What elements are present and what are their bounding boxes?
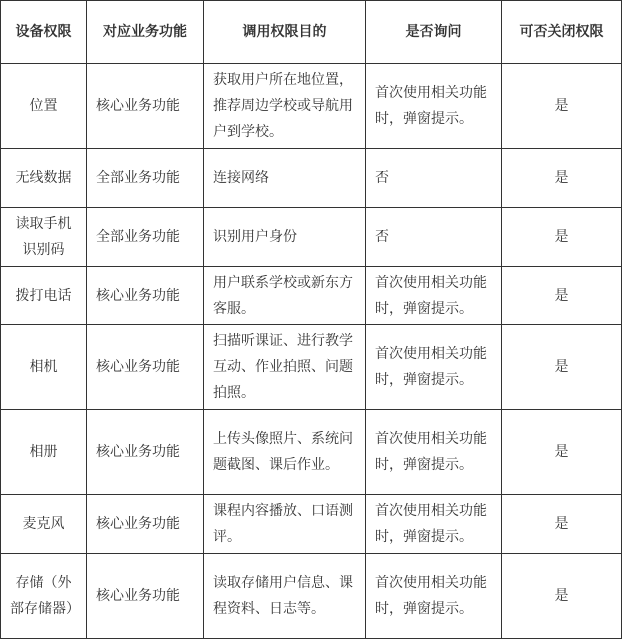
cell-permission: 读取手机识别码 [1,208,87,267]
cell-can-disable: 是 [502,267,622,325]
cell-permission: 无线数据 [1,149,87,208]
table-row [1,208,622,267]
table-row [1,554,622,639]
cell-purpose: 读取存储用户信息、课程资料、日志等。 [204,554,366,639]
cell-permission: 拨打电话 [1,267,87,325]
table-row [1,149,622,208]
cell-can-disable: 是 [502,208,622,267]
table-header-row [1,1,622,64]
cell-function: 核心业务功能 [87,64,204,149]
cell-purpose: 连接网络 [204,149,366,208]
table-row [1,495,622,554]
cell-function: 核心业务功能 [87,267,204,325]
cell-ask: 首次使用相关功能时，弹窗提示。 [366,325,502,410]
cell-ask: 首次使用相关功能时，弹窗提示。 [366,495,502,554]
cell-function: 核心业务功能 [87,554,204,639]
cell-can-disable: 是 [502,495,622,554]
header-permission-purpose: 调用权限目的 [204,1,366,64]
cell-ask: 首次使用相关功能时，弹窗提示。 [366,554,502,639]
table-row [1,267,622,325]
cell-can-disable: 是 [502,64,622,149]
cell-function: 核心业务功能 [87,410,204,495]
cell-function: 全部业务功能 [87,149,204,208]
table-row [1,64,622,149]
cell-permission: 位置 [1,64,87,149]
header-business-function: 对应业务功能 [87,1,204,64]
cell-purpose: 识别用户身份 [204,208,366,267]
cell-purpose: 获取用户所在地位置，推荐周边学校或导航用户到学校。 [204,64,366,149]
cell-can-disable: 是 [502,410,622,495]
header-can-disable: 可否关闭权限 [502,1,622,64]
cell-ask: 否 [366,149,502,208]
cell-can-disable: 是 [502,325,622,410]
cell-ask: 首次使用相关功能时，弹窗提示。 [366,267,502,325]
cell-can-disable: 是 [502,149,622,208]
cell-ask: 首次使用相关功能时，弹窗提示。 [366,410,502,495]
cell-function: 全部业务功能 [87,208,204,267]
cell-function: 核心业务功能 [87,325,204,410]
cell-permission: 麦克风 [1,495,87,554]
header-ask-user: 是否询问 [366,1,502,64]
cell-permission: 相机 [1,325,87,410]
table-row [1,410,622,495]
cell-purpose: 用户联系学校或新东方客服。 [204,267,366,325]
cell-permission: 相册 [1,410,87,495]
cell-function: 核心业务功能 [87,495,204,554]
cell-permission: 存储（外部存储器） [1,554,87,639]
cell-ask: 首次使用相关功能时，弹窗提示。 [366,64,502,149]
cell-can-disable: 是 [502,554,622,639]
cell-purpose: 扫描听课证、进行教学互动、作业拍照、问题拍照。 [204,325,366,410]
cell-purpose: 上传头像照片、系统问题截图、课后作业。 [204,410,366,495]
cell-purpose: 课程内容播放、口语测评。 [204,495,366,554]
cell-ask: 否 [366,208,502,267]
header-device-permission: 设备权限 [1,1,87,64]
table-row [1,325,622,410]
